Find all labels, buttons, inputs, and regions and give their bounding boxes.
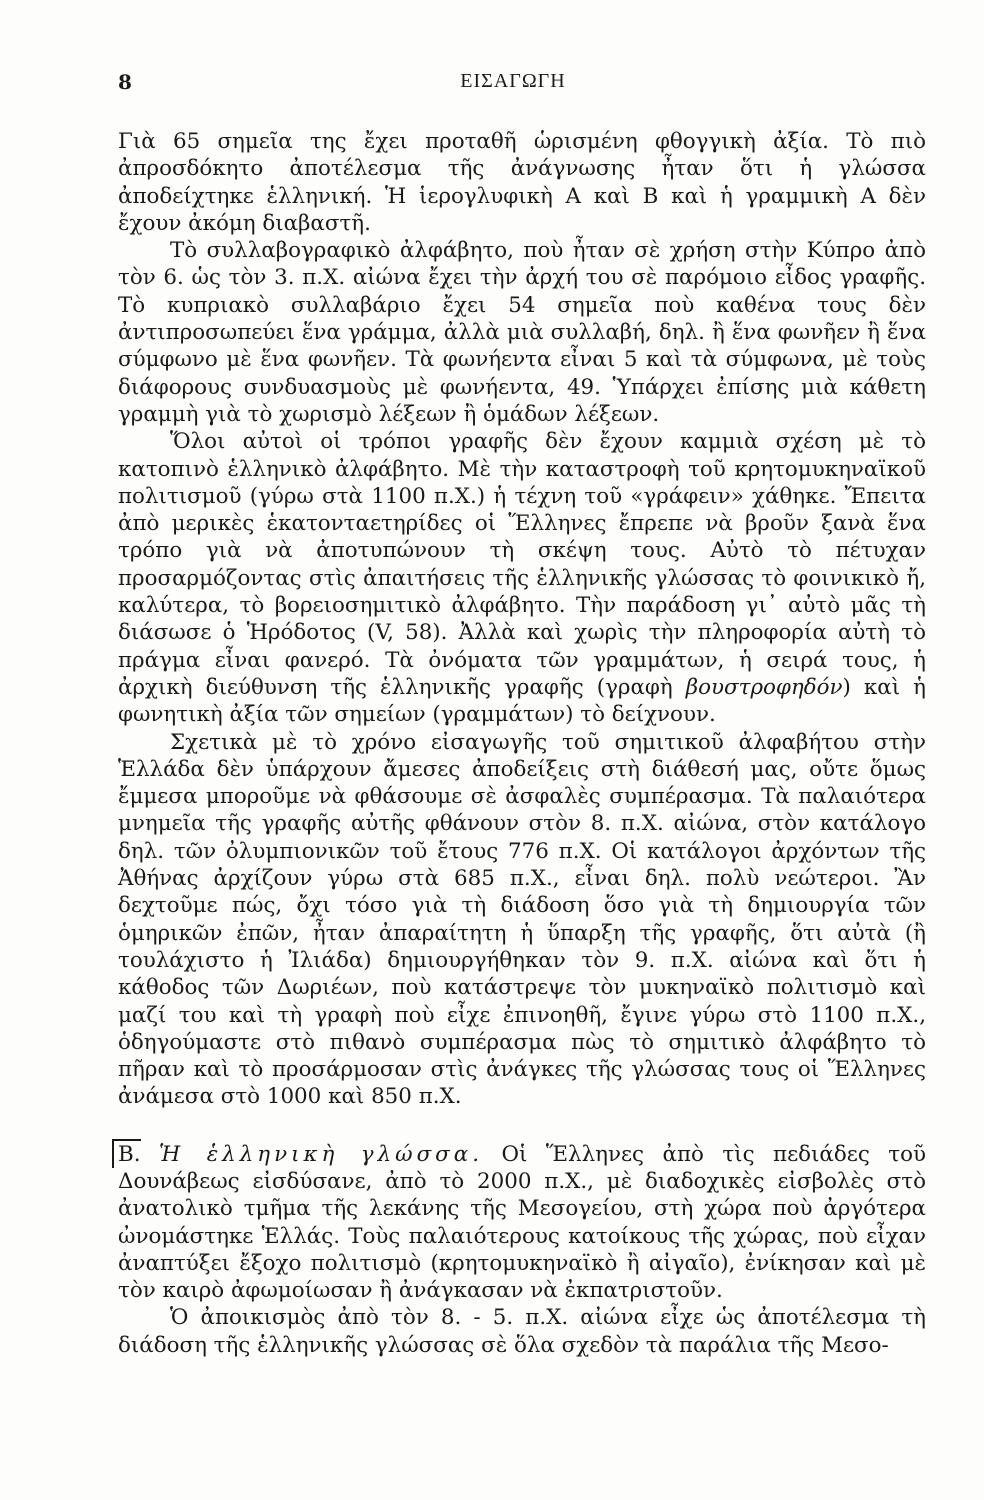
paragraph-3-italic-term: βουστροφηδόν <box>685 674 843 700</box>
section-b-paragraph <box>118 1139 926 1305</box>
body-text <box>118 128 926 1359</box>
paragraph-3-text-after: ) καὶ ἡ φωνητικὴ ἀξία τῶν σημείων (γραμμάτων) τὸ δείχνουν. <box>118 674 926 728</box>
section-heading: Ἡ ἑλληνικὴ γλώσσα. <box>159 1141 484 1167</box>
paragraph-2: Τὸ συλλαβογραφικὸ ἀλφάβητο, ποὺ ἦταν σὲ χρήση στὴν Κύπρο ἀπὸ τὸν 6. ὡς τὸν 3. π.Χ. αἰώνα ἔχει τὴν ἀρχή του σὲ παρόμοιο εἶδος γραφῆς. Τὸ κυπριακὸ συλλαβάριο ἔχει 54 σημεῖα ποὺ καθένα τους δὲν ἀντιπροσωπεύει ἕνα γράμμα, ἀλλὰ μιὰ συλλαβή, δηλ. ἢ ἕνα φωνῆεν ἢ ἕνα σύμφωνο μὲ ἕνα φωνῆεν. Τὰ φωνήεντα εἶναι 5 καὶ τὰ σύμφωνα, μὲ τοὺς διάφορους συνδυασμοὺς μὲ φωνήεντα, 49. Ὑπάρχει ἐπίσης μιὰ κάθετη γραμμὴ γιὰ τὸ χωρισμὸ λέξεων ἢ ὁμάδων λέξεων. <box>118 238 926 427</box>
paragraph-6: Ὁ ἀποικισμὸς ἀπὸ τὸν 8. - 5. π.Χ. αἰώνα εἶχε ὡς ἀποτέλεσμα τὴ διάδοση τῆς ἑλληνικῆς γλώσσας σὲ ὅλα σχεδὸν τὰ παράλια τῆς Μεσο- <box>118 1305 926 1358</box>
paragraph-4: Σχετικὰ μὲ τὸ χρόνο εἰσαγωγῆς τοῦ σημιτικοῦ ἀλφαβήτου στὴν Ἑλλάδα δὲν ὑπάρχουν ἄμεσες ἀποδείξεις στὴ διάθεσή μας, οὔτε ὅμως ἔμμεσα μποροῦμε νὰ φθάσουμε σὲ ἀσφαλὲς συμπέρασμα. Τὰ παλαιότερα μνημεῖα τῆς γραφῆς αὐτῆς φθάνουν στὸν 8. π.Χ. αἰώνα, στὸν κατάλογο δηλ. τῶν ὀλυμπιονικῶν τοῦ ἔτους 776 π.Χ. Οἱ κατάλογοι ἀρχόντων τῆς Ἀθήνας ἀρχίζουν γύρω στὰ 685 π.Χ., εἶναι δηλ. πολὺ νεώτεροι. Ἂν δεχτοῦμε πώς, ὄχι τόσο γιὰ τὴ διάδοση ὅσο γιὰ τὴ δημιουργία τῶν ὁμηρικῶν ἐπῶν, ἦταν ἀπαραίτητη ἡ ὕπαρξη τῆς γραφῆς, ὅτι αὐτὰ (ἢ τουλάχιστο ἡ Ἰλιάδα) δημιουργήθηκαν τὸν 9. π.Χ. αἰώνα καὶ ὅτι ἡ κάθοδος τῶν Δωριέων, ποὺ κατάστρεψε τὸν μυκηναϊκὸ πολιτισμὸ καὶ μαζί του καὶ τὴ γραφὴ ποὺ εἶχε ἐπινοηθῆ, ἔγινε γύρω στὸ 1100 π.Χ., ὁδηγούμαστε στὸ πιθανὸ συμπέρασμα πὼς τὸ σημιτικὸ ἀλφάβητο τὸ πῆραν καὶ τὸ προσάρμοσαν στὶς ἀνάγκες τῆς γλώσσας τους οἱ Ἕλληνες ἀνάμεσα στὸ 1000 καὶ 850 π.Χ. <box>118 729 926 1110</box>
page-header <box>118 70 908 100</box>
section-b-text: Οἱ Ἕλληνες ἀπὸ τὶς πεδιάδες τοῦ Δουνάβεως εἰσδύσανε, ἀπὸ τὸ 2000 π.Χ., μὲ διαδοχικὲς εἰσβολὲς στὸ ἀνατολικὸ τμῆμα τῆς λεκάνης τῆς Μεσογείου, στὴ χώρα ποὺ ἀργότερα ὠνομάστηκε Ἑλλάς. Τοὺς παλαιότερους κατοίκους τῆς χώρας, ποὺ εἶχαν ἀναπτύξει ἔξοχο πολιτισμὸ (κρητομυκηναϊκὸ ἢ αἰγαῖο), ἐνίκησαν καὶ μὲ τὸν καιρὸ ἀφωμοίωσαν ἢ ἀνάγκασαν νὰ ἐκπατριστοῦν. <box>118 1141 926 1304</box>
page-number: 8 <box>118 70 132 94</box>
paragraph-1: Γιὰ 65 σημεῖα της ἔχει προταθῆ ὡρισμένη φθογγικὴ ἀξία. Τὸ πιὸ ἀπροσδόκητο ἀποτέλεσμα τῆς ἀνάγνωσης ἦταν ὅτι ἡ γλώσσα ἀποδείχτηκε ἑλληνική. Ἡ ἱερογλυφικὴ Α καὶ Β καὶ ἡ γραμμικὴ Α δὲν ἔχουν ἀκόμη διαβαστῆ. <box>118 129 926 236</box>
paragraph-3-text: Ὅλοι αὐτοὶ οἱ τρόποι γραφῆς δὲν ἔχουν καμμιὰ σχέση μὲ τὸ κατοπινὸ ἑλληνικὸ ἀλφάβητο. Μὲ τὴν καταστροφὴ τοῦ κρητομυκηναϊκοῦ πολιτισμοῦ (γύρω στὰ 1100 π.Χ.) ἡ τέχνη τοῦ «γράφειν» χάθηκε. Ἔπειτα ἀπὸ μερικὲς ἑκατονταετηρίδες οἱ Ἕλληνες ἔπρεπε νὰ βροῦν ξανὰ ἕνα τρόπο γιὰ νὰ ἀποτυπώνουν τὴ σκέψη τους. Αὐτὸ τὸ πέτυχαν προσαρμόζοντας στὶς ἀπαιτήσεις τῆς ἑλληνικῆς γλώσσας τὸ φοινικικὸ ἤ, καλύτερα, τὸ βορειοσημιτικὸ ἀλφάβητο. Τὴν παράδοση γι᾽ αὐτὸ μᾶς τὴ διάσωσε ὁ Ἡρόδοτος (V, 58). Ἀλλὰ καὶ χωρὶς τὴν πληροφορία αὐτὴ τὸ πράγμα εἶναι φανερό. Τὰ ὀνόματα τῶν γραμμάτων, ἡ σειρά τους, ἡ ἀρχικὴ διεύθυνση τῆς ἑλληνικῆς γραφῆς (γραφὴ <box>118 429 926 700</box>
paragraph-3 <box>118 428 926 728</box>
running-title: ΕΙΣΑΓΩΓΗ <box>460 70 566 92</box>
section-label: Β. <box>112 1139 141 1168</box>
